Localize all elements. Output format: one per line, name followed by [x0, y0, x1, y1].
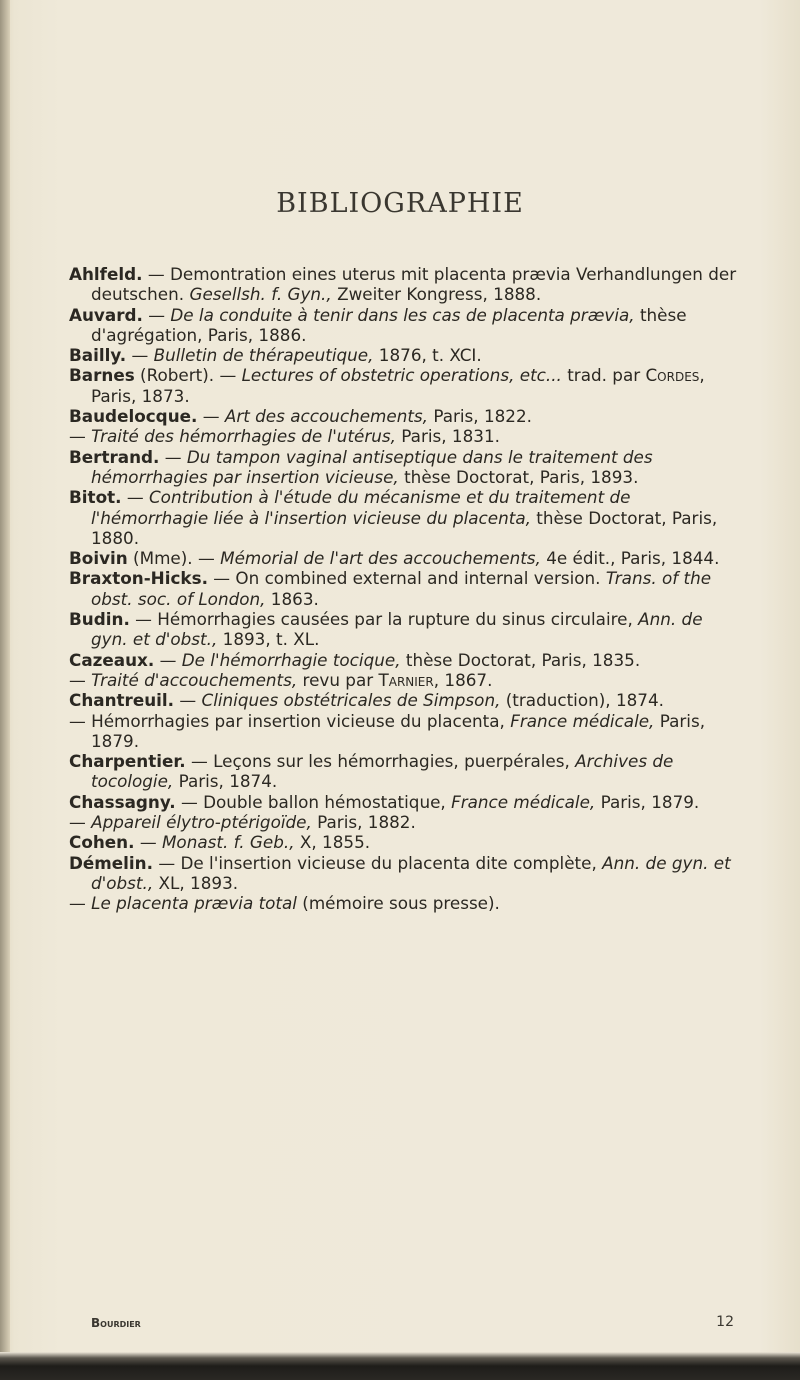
entry-text: Zweiter Kongress, 1888.	[331, 284, 542, 305]
entry-author: Boivin	[69, 548, 128, 569]
entry-editor: Cordes	[645, 365, 700, 386]
bibliography-entry	[69, 609, 739, 650]
entry-text: —	[154, 649, 182, 670]
entry-editor: Tarnier	[378, 669, 434, 690]
bibliography-entry	[69, 832, 739, 852]
entry-text: —	[134, 832, 162, 853]
entry-text: —	[197, 406, 225, 427]
entry-text: —	[142, 304, 171, 325]
entry-author: Auvard.	[69, 304, 143, 325]
bibliography-entry	[69, 711, 739, 752]
entry-text: —	[121, 487, 149, 508]
bibliography-entry	[69, 426, 739, 446]
entry-title: France médicale,	[451, 791, 596, 812]
bibliography-entry	[69, 670, 739, 690]
bibliography-entry	[69, 264, 739, 305]
entry-text: — Demontration eines uterus mit placenta prævia Verhandlungen der deutschen.	[91, 264, 737, 305]
entry-author: Bailly.	[69, 345, 127, 366]
entry-title: Cliniques obstétricales de Simpson,	[201, 690, 501, 711]
page-footer	[91, 1316, 734, 1330]
entry-title: Du tampon vaginal antiseptique dans le traitement des hémorrhagies par insertion vicieuse,	[91, 446, 653, 487]
entry-text: Paris, 1882.	[311, 812, 416, 833]
bibliography-entry	[69, 751, 739, 792]
bibliography-entry	[69, 690, 739, 710]
entry-author: Braxton-Hicks.	[69, 568, 208, 589]
bibliography-entry	[69, 548, 739, 568]
entry-text: 1893, t. XL.	[217, 629, 320, 650]
entry-text: revu par	[297, 669, 379, 690]
entry-text: —	[174, 690, 202, 711]
entry-title: Lectures of obstetric operations, etc...	[241, 365, 562, 386]
entry-text: — Hémorrhagies causées par la rupture du sinus circulaire,	[129, 609, 639, 630]
entry-text: XL, 1893.	[153, 872, 239, 893]
bibliography-entry	[69, 365, 739, 406]
entry-author: Ahlfeld.	[69, 264, 143, 284]
entry-title: Bulletin de thérapeutique,	[153, 345, 374, 366]
entry-author: Chantreuil.	[69, 690, 175, 711]
entry-text: trad. par	[561, 365, 646, 386]
bibliography-entry	[69, 568, 739, 609]
page-number: 12	[716, 1314, 734, 1330]
bibliography-entry	[69, 406, 739, 426]
entry-title: Traité d'accouchements,	[91, 669, 298, 690]
entry-title: France médicale,	[510, 710, 655, 731]
entry-title: Gesellsh. f. Gyn.,	[189, 284, 332, 305]
entry-author: Budin.	[69, 609, 130, 630]
bibliography-entry	[69, 792, 739, 812]
entry-text: —	[69, 812, 92, 833]
entry-author: Cazeaux.	[69, 649, 155, 670]
entry-title: Archives de tocologie,	[91, 751, 674, 792]
entry-text: , Paris, 1873.	[91, 365, 705, 406]
scan-bottom-edge	[0, 1352, 800, 1380]
entry-text: Paris, 1879.	[91, 710, 706, 751]
entry-text: X, 1855.	[294, 832, 371, 853]
entry-text: (mémoire sous presse).	[296, 893, 500, 914]
entry-author: Bertrand.	[69, 446, 160, 467]
entry-text: thèse Doctorat, Paris, 1880.	[91, 507, 718, 548]
entry-author: Cohen.	[69, 832, 135, 853]
entry-text: —	[126, 345, 154, 366]
entry-text: Paris, 1879.	[595, 791, 700, 812]
entry-text: 1863.	[265, 588, 319, 609]
entry-title: Le placenta prævia total	[91, 893, 297, 914]
entry-author: Barnes	[69, 365, 135, 386]
entry-title: Traité des hémorrhagies de l'utérus,	[91, 426, 396, 447]
entry-text: — Double ballon hémostatique,	[175, 791, 452, 812]
entry-text: thèse d'agrégation, Paris, 1886.	[91, 304, 687, 345]
entry-title: Mémorial de l'art des accouchements,	[220, 548, 541, 569]
entry-text: Paris, 1874.	[173, 771, 278, 792]
entry-text: —	[159, 446, 187, 467]
bibliography-entry	[69, 812, 739, 832]
entry-text: 4e édit., Paris, 1844.	[540, 548, 720, 569]
entry-text: thèse Doctorat, Paris, 1835.	[400, 649, 641, 670]
entry-author: Chassagny.	[69, 791, 176, 812]
entry-text: — De l'insertion vicieuse du placenta dite complète,	[153, 852, 603, 873]
entry-author: Bitot.	[69, 487, 122, 508]
printer-signature: Bourdier	[91, 1316, 141, 1330]
bibliography-list	[69, 264, 739, 914]
entry-title: Appareil élytro-ptérigoïde,	[91, 812, 312, 833]
page-title: BIBLIOGRAPHIE	[276, 188, 524, 219]
bibliography-entry	[69, 345, 739, 365]
entry-title: De la conduite à tenir dans les cas de placenta prævia,	[170, 304, 635, 325]
entry-text: —	[69, 669, 92, 690]
entry-text: —	[69, 893, 92, 914]
entry-text: Paris, 1831.	[395, 426, 500, 447]
entry-text: (Mme). —	[127, 548, 221, 569]
entry-text: — Hémorrhagies par insertion vicieuse du placenta,	[69, 710, 511, 731]
entry-text: 1876, t. XCI.	[373, 345, 482, 366]
entry-title: Monast. f. Geb.,	[161, 832, 295, 853]
entry-text: (Robert). —	[134, 365, 242, 386]
entry-text: — On combined external and internal version.	[207, 568, 606, 589]
entry-text: —	[69, 426, 92, 447]
entry-text: (traduction), 1874.	[500, 690, 664, 711]
entry-text: , 1867.	[433, 669, 493, 690]
entry-author: Démelin.	[69, 852, 154, 873]
entry-title: Art des accouchements,	[224, 406, 428, 427]
entry-title: De l'hémorrhagie tocique,	[181, 649, 401, 670]
entry-title: Ann. de gyn. et d'obst.,	[91, 852, 731, 893]
entry-title: Contribution à l'étude du mécanisme et du traitement de l'hémorrhagie liée à l'insertion vicieuse du placenta,	[91, 487, 631, 528]
entry-text: thèse Doctorat, Paris, 1893.	[398, 466, 639, 487]
entry-author: Charpentier.	[69, 751, 186, 772]
bibliography-entry	[69, 853, 739, 894]
entry-title: Trans. of the obst. soc. of London,	[91, 568, 712, 609]
entry-text: — Leçons sur les hémorrhagies, puerpérales,	[185, 751, 576, 772]
bibliography-entry	[69, 650, 739, 670]
entry-text: Paris, 1822.	[428, 406, 532, 427]
bibliography-entry	[69, 893, 739, 913]
entry-title: Ann. de gyn. et d'obst.,	[91, 609, 703, 650]
bibliography-entry	[69, 447, 739, 488]
bibliography-entry	[69, 487, 739, 548]
bibliography-entry	[69, 305, 739, 346]
entry-author: Baudelocque.	[69, 406, 198, 427]
